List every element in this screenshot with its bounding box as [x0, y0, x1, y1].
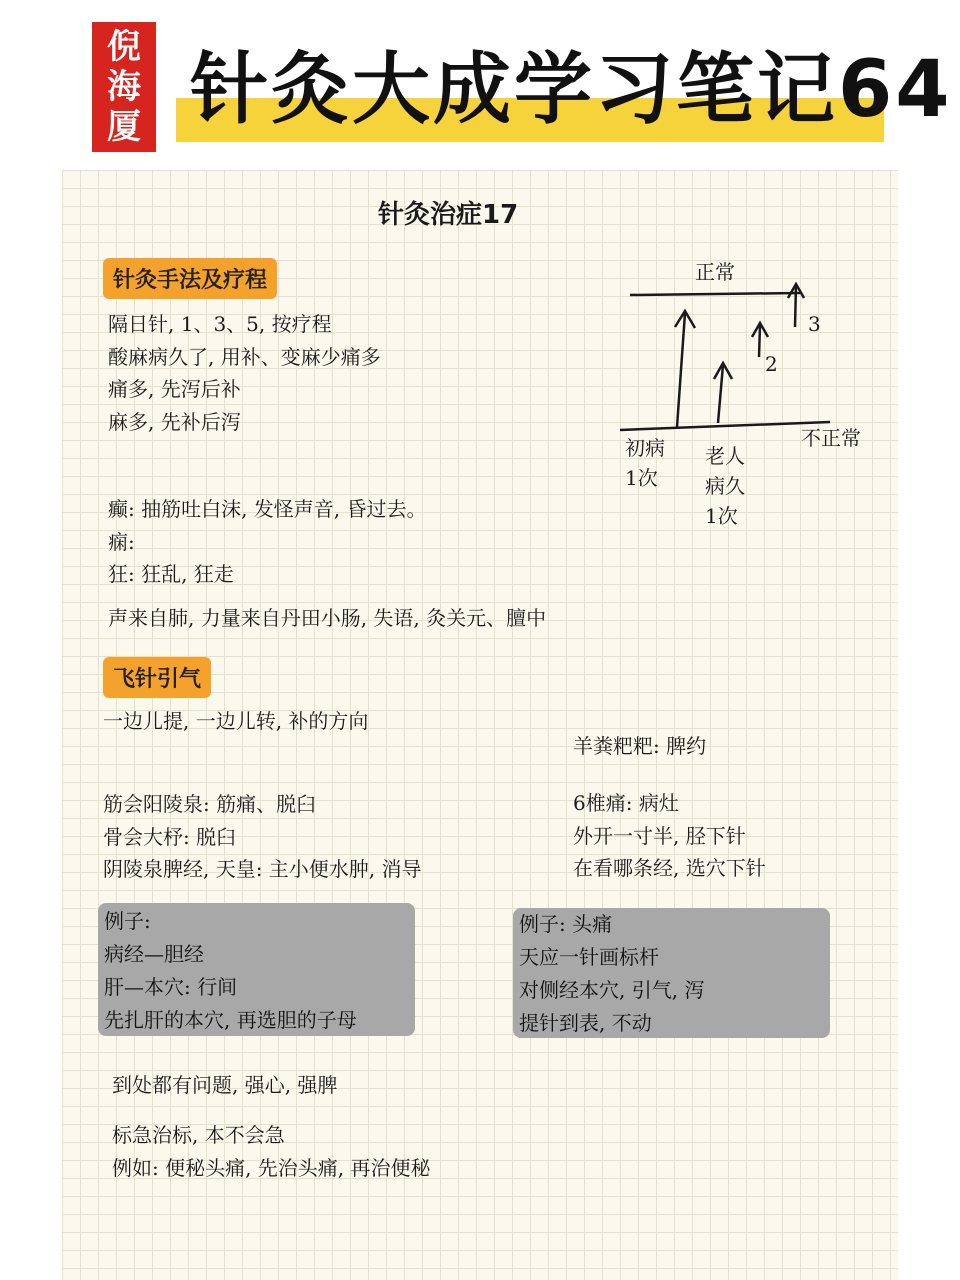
page-title: 针灸大成学习笔记64	[190, 45, 953, 135]
box-line: 对侧经本穴, 引气, 泻	[519, 978, 705, 1002]
caption-line: 1次	[705, 504, 738, 528]
caption-line: 老人	[705, 444, 745, 468]
arrow-elderly	[718, 365, 723, 423]
note-line: 隔日针, 1、3、5, 按疗程	[108, 312, 332, 336]
normal-label: 正常	[695, 260, 735, 284]
spleen-note: 羊粪粑粑: 脾约	[573, 734, 707, 758]
note-line: 痫:	[108, 529, 135, 554]
seal-char: 倪	[107, 27, 141, 67]
box-line: 肝—本穴: 行间	[104, 975, 238, 999]
note-line: 酸麻病久了, 用补、变麻少痛多	[108, 344, 381, 369]
meeting-points-notes	[103, 788, 422, 886]
example-box-headache	[513, 908, 830, 1038]
example-box-gallbladder	[98, 903, 415, 1036]
seal-char: 海	[107, 67, 141, 107]
note-line: 标急治标, 本不会急	[112, 1123, 285, 1147]
box-line: 例子: 头痛	[519, 912, 613, 936]
normal-line	[630, 293, 800, 295]
note-line: 麻多, 先补后泻	[108, 409, 241, 434]
note-line: 例如: 便秘头痛, 先治头痛, 再治便秘	[112, 1155, 431, 1180]
note-line: 骨会大杼: 脱臼	[103, 824, 237, 849]
treatment-principle-notes	[112, 1119, 431, 1184]
note-line: 狂: 狂乱, 狂走	[108, 562, 234, 586]
first-visit-caption	[625, 433, 665, 493]
seal-char: 厦	[107, 107, 141, 147]
author-seal	[92, 22, 156, 152]
box-line: 天应一针画标杆	[519, 945, 659, 969]
note-line: 外开一寸半, 胫下针	[573, 823, 746, 848]
box-line: 先扎肝的本穴, 再选胆的子母	[104, 1008, 357, 1032]
step-two-label: 2	[765, 352, 778, 376]
box-line: 病经—胆经	[104, 942, 204, 966]
note-line: 癫: 抽筋吐白沫, 发怪声音, 昏过去。	[108, 497, 427, 521]
arrow-first-visit	[677, 313, 685, 427]
elderly-caption	[705, 441, 745, 531]
note-line: 痛多, 先泻后补	[108, 377, 241, 401]
caption-line: 病久	[705, 474, 745, 498]
arrow-second	[759, 325, 760, 357]
diagram-svg	[615, 255, 885, 545]
flying-needle-intro: 一边儿提, 一边儿转, 补的方向	[103, 709, 369, 733]
caption-line: 初病	[625, 436, 665, 460]
technique-notes	[108, 308, 381, 438]
heart-spleen-note: 到处都有问题, 强心, 强脾	[112, 1073, 338, 1097]
abnormal-line	[620, 422, 830, 430]
note-subtitle: 针灸治症17	[378, 200, 519, 230]
caption-line: 1次	[625, 466, 658, 490]
arrow-third	[795, 285, 796, 327]
box-line: 例子:	[104, 909, 151, 933]
box-line: 提针到表, 不动	[519, 1011, 652, 1035]
note-line: 阴陵泉脾经, 天皇: 主小便水肿, 消导	[103, 857, 422, 881]
note-line: 筋会阳陵泉: 筋痛、脱臼	[103, 792, 317, 816]
healing-diagram	[615, 255, 885, 545]
conditions-notes	[108, 493, 427, 591]
section-tag-flying-needle: 飞针引气	[103, 657, 211, 698]
note-line: 6椎痛: 病灶	[573, 791, 679, 815]
abnormal-label: 不正常	[801, 426, 861, 450]
step-three-label: 3	[808, 312, 821, 336]
vertebra-notes	[573, 787, 766, 885]
note-line: 在看哪条经, 选穴下针	[573, 856, 766, 880]
voice-note: 声来自肺, 力量来自丹田小肠, 失语, 灸关元、膻中	[108, 606, 547, 630]
section-tag-technique: 针灸手法及疗程	[103, 258, 277, 299]
header	[0, 0, 960, 165]
